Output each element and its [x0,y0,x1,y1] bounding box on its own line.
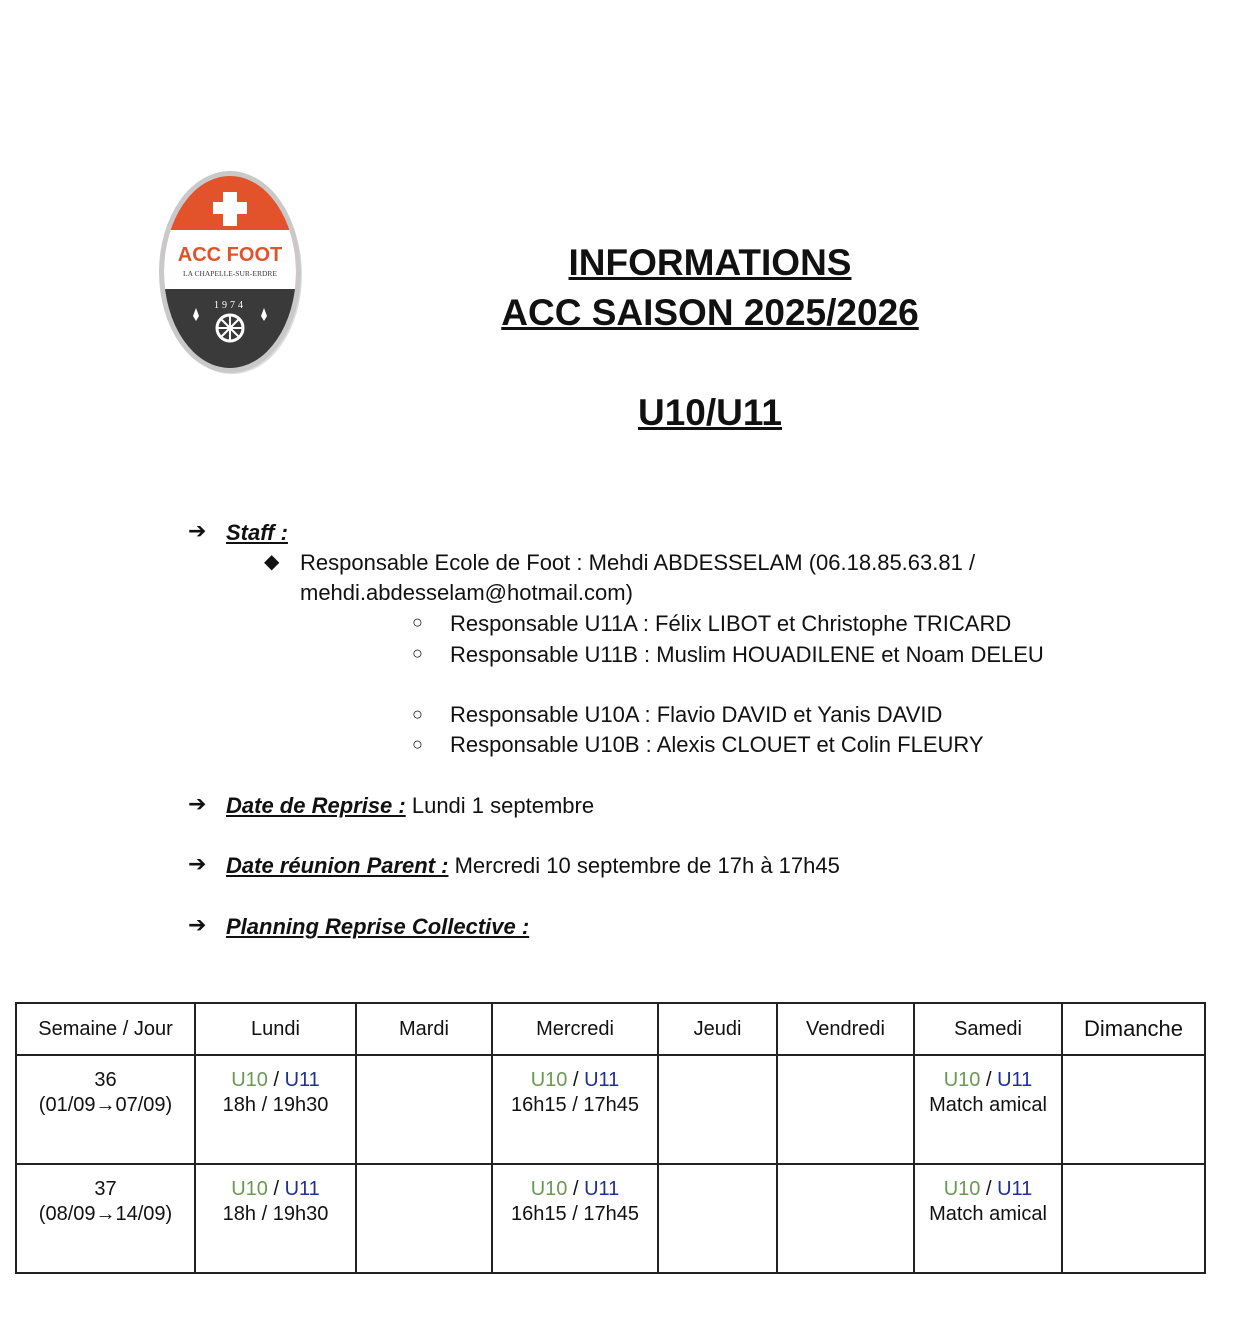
group-label [197,1068,354,1093]
table-header-row [16,1003,1205,1055]
header-samedi: Samedi [914,1003,1062,1055]
reunion-value: Mercredi 10 septembre de 17h à 17h45 [448,853,840,878]
u10-label: U10 [943,1069,981,1091]
staff-lead-line2: mehdi.abdesselam@hotmail.com) [300,580,633,605]
group-separator: / [567,1178,585,1200]
wheel-icon [217,315,243,341]
u10-label: U10 [231,1069,268,1091]
group-separator: / [267,1178,285,1200]
reprise-line [226,791,594,821]
u11-label: U11 [584,1178,620,1200]
arrow-bullet-icon: ➔ [188,851,207,876]
week-range: (08/09→14/09) [38,1203,173,1225]
session-event: Match amical [929,1094,1047,1116]
session-time: 18h / 19h30 [222,1094,329,1116]
jeudi-cell [658,1055,777,1164]
jeudi-cell [658,1164,777,1273]
circle-bullet-icon: ○ [412,643,423,663]
arrow-bullet-icon: ➔ [188,791,207,816]
vendredi-cell [777,1055,914,1164]
table-row [16,1055,1205,1164]
week-number: 36 [94,1069,117,1091]
title-informations: INFORMATIONS [568,242,852,283]
group-separator: / [267,1069,285,1091]
group-label [494,1177,656,1202]
staff-item-u10a: Responsable U10A : Flavio DAVID et Yanis DAVID [450,702,943,727]
u11-label: U11 [284,1178,320,1200]
u10-label: U10 [530,1069,568,1091]
logo-place: LA CHAPELLE-SUR-ERDRE [183,269,277,278]
arrow-bullet-icon: ➔ [188,912,207,937]
arrow-bullet-icon: ➔ [188,518,207,543]
dimanche-cell [1062,1055,1205,1164]
u10-label: U10 [530,1178,568,1200]
week-number: 37 [94,1178,117,1200]
samedi-cell [914,1055,1062,1164]
group-label [916,1177,1060,1202]
vendredi-cell [777,1164,914,1273]
week-cell [16,1055,195,1164]
circle-bullet-icon: ○ [412,612,423,632]
staff-lead-line1: Responsable Ecole de Foot : Mehdi ABDESSELAM (06.18.85.63.81 / [300,550,976,575]
group-label [916,1068,1060,1093]
table-row [16,1164,1205,1273]
session-event: Match amical [929,1203,1047,1225]
header-semaine-jour: Semaine / Jour [16,1003,195,1055]
group-separator: / [980,1178,998,1200]
staff-heading: Staff : [226,520,288,545]
session-time: 16h15 / 17h45 [511,1203,639,1225]
u10-label: U10 [231,1178,268,1200]
planning-table [15,1002,1206,1274]
header-mardi: Mardi [356,1003,492,1055]
title-saison: ACC SAISON 2025/2026 [501,292,919,333]
diamond-bullet-icon: ◆ [264,551,280,573]
u11-label: U11 [997,1069,1033,1091]
reprise-label: Date de Reprise : [226,793,406,818]
staff-item-u11b: Responsable U11B : Muslim HOUADILENE et Noam DELEU [450,642,1044,667]
u11-label: U11 [997,1178,1033,1200]
mercredi-cell [492,1164,658,1273]
u10-label: U10 [943,1178,981,1200]
lundi-cell [195,1055,356,1164]
staff-item-u11a: Responsable U11A : Félix LIBOT et Christophe TRICARD [450,611,1012,636]
mardi-cell [356,1055,492,1164]
circle-bullet-icon: ○ [412,704,423,724]
week-range: (01/09→07/09) [38,1094,173,1116]
u11-label: U11 [584,1069,620,1091]
staff-item-u10b: Responsable U10B : Alexis CLOUET et Colin FLEURY [450,732,984,757]
group-separator: / [980,1069,998,1091]
group-label [494,1068,656,1093]
mardi-cell [356,1164,492,1273]
session-time: 18h / 19h30 [222,1203,329,1225]
week-cell [16,1164,195,1273]
logo-year: 1974 [214,300,246,311]
header-vendredi: Vendredi [777,1003,914,1055]
reprise-value: Lundi 1 septembre [405,793,595,818]
circle-bullet-icon: ○ [412,734,423,754]
mercredi-cell [492,1055,658,1164]
header-mercredi: Mercredi [492,1003,658,1055]
samedi-cell [914,1164,1062,1273]
header-dimanche: Dimanche [1062,1003,1205,1055]
lundi-cell [195,1164,356,1273]
logo-name: ACC FOOT [177,244,283,266]
title-category: U10/U11 [638,392,782,433]
reunion-label: Date réunion Parent : [226,853,449,878]
group-separator: / [567,1069,585,1091]
group-label [197,1177,354,1202]
reunion-line [226,851,840,881]
planning-label: Planning Reprise Collective : [226,914,530,939]
session-time: 16h15 / 17h45 [511,1094,639,1116]
header-lundi: Lundi [195,1003,356,1055]
acc-foot-logo [156,168,304,376]
header-jeudi: Jeudi [658,1003,777,1055]
dimanche-cell [1062,1164,1205,1273]
u11-label: U11 [284,1069,320,1091]
